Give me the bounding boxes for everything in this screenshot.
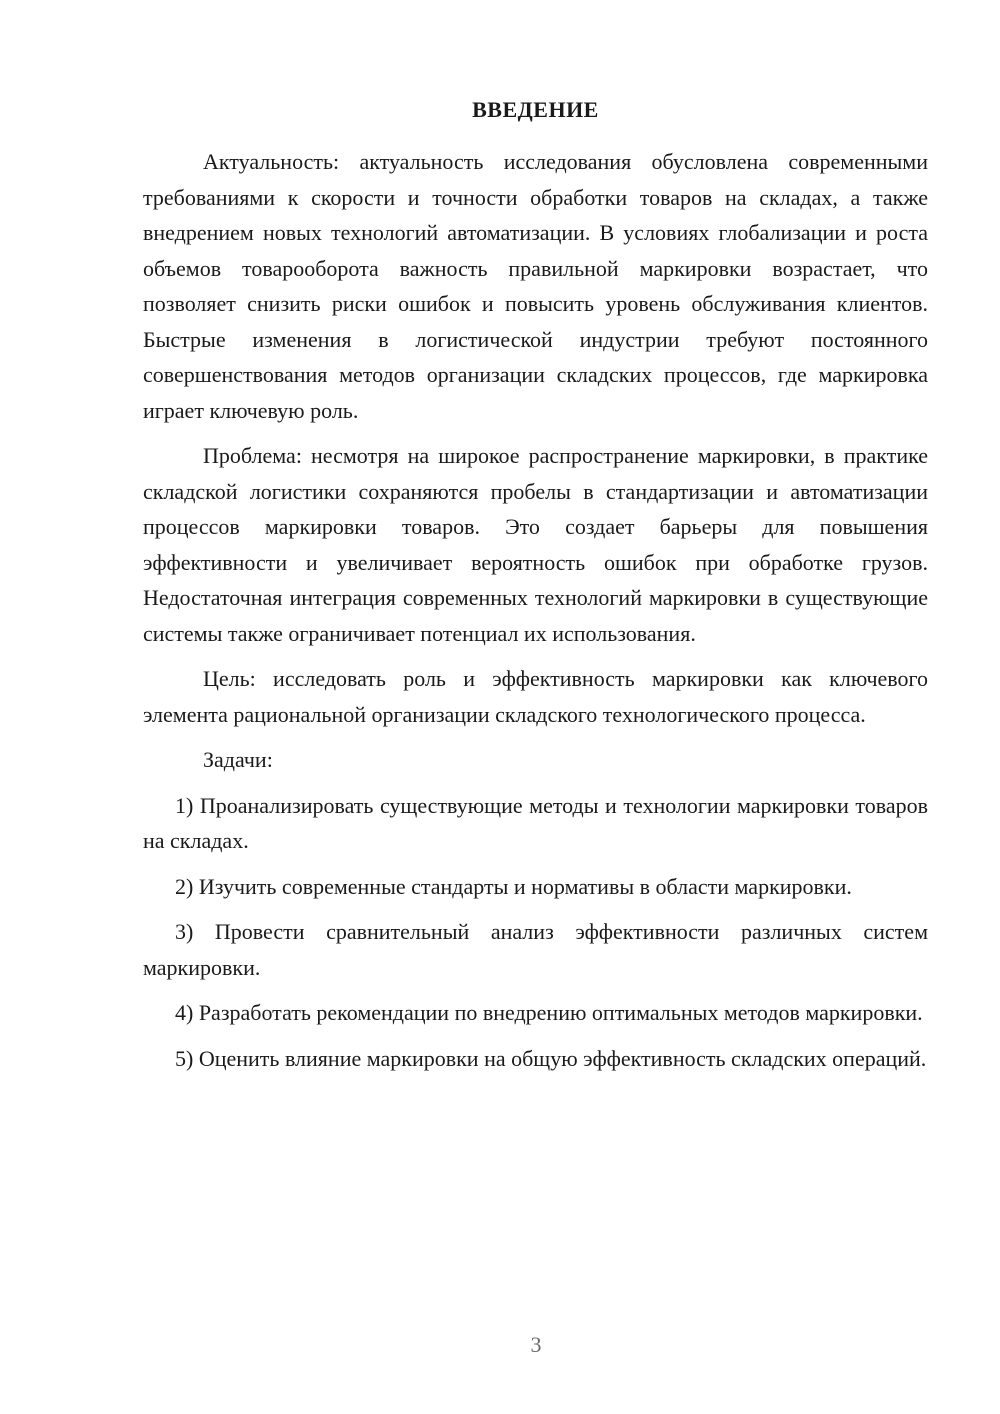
paragraph-goal: Цель: исследовать роль и эффективность маркировки как ключевого элемента рациональной организации складского технологического процесса. xyxy=(143,666,928,727)
paragraph-relevance: Актуальность: актуальность исследования обусловлена современными требованиями к скорости и точности обработки товаров на складах, а также внедрением новых технологий автоматизации. В условиях глобализации и роста объемов товарооборота важность правильной маркировки возрастает, что позволяет снизить риски ошибок и повысить уровень обслуживания клиентов. Быстрые изменения в логистической индустрии требуют постоянного совершенствования методов организации складских процессов, где маркировка играет ключевую роль. xyxy=(143,149,928,423)
tasks-label: Задачи: xyxy=(203,747,273,772)
task-item-4: 4) Разработать рекомендации по внедрению оптимальных методов маркировки. xyxy=(175,1000,923,1025)
page-number: 3 xyxy=(530,1332,542,1357)
task-item-5: 5) Оценить влияние маркировки на общую эффективность складских операций. xyxy=(175,1045,927,1071)
task-item-2: 2) Изучить современные стандарты и нормативы в области маркировки. xyxy=(175,873,852,899)
document-page xyxy=(143,96,928,1086)
task-item-3: 3) Провести сравнительный анализ эффективности различных систем маркировки. xyxy=(143,919,928,980)
page-title: ВВЕДЕНИЕ xyxy=(472,97,599,122)
task-item-1: 1) Проанализировать существующие методы и технологии маркировки товаров на складах. xyxy=(143,792,928,853)
paragraph-problem: Проблема: несмотря на широкое распространение маркировки, в практике складской логистики сохраняются пробелы в стандартизации и автоматизации процессов маркировки товаров. Это создает барьеры для повышения эффективности и увеличивает вероятность ошибок при обработке грузов. Недостаточная интеграция современных технологий маркировки в существующие системы также ограничивает потенциал их использования. xyxy=(143,443,928,646)
